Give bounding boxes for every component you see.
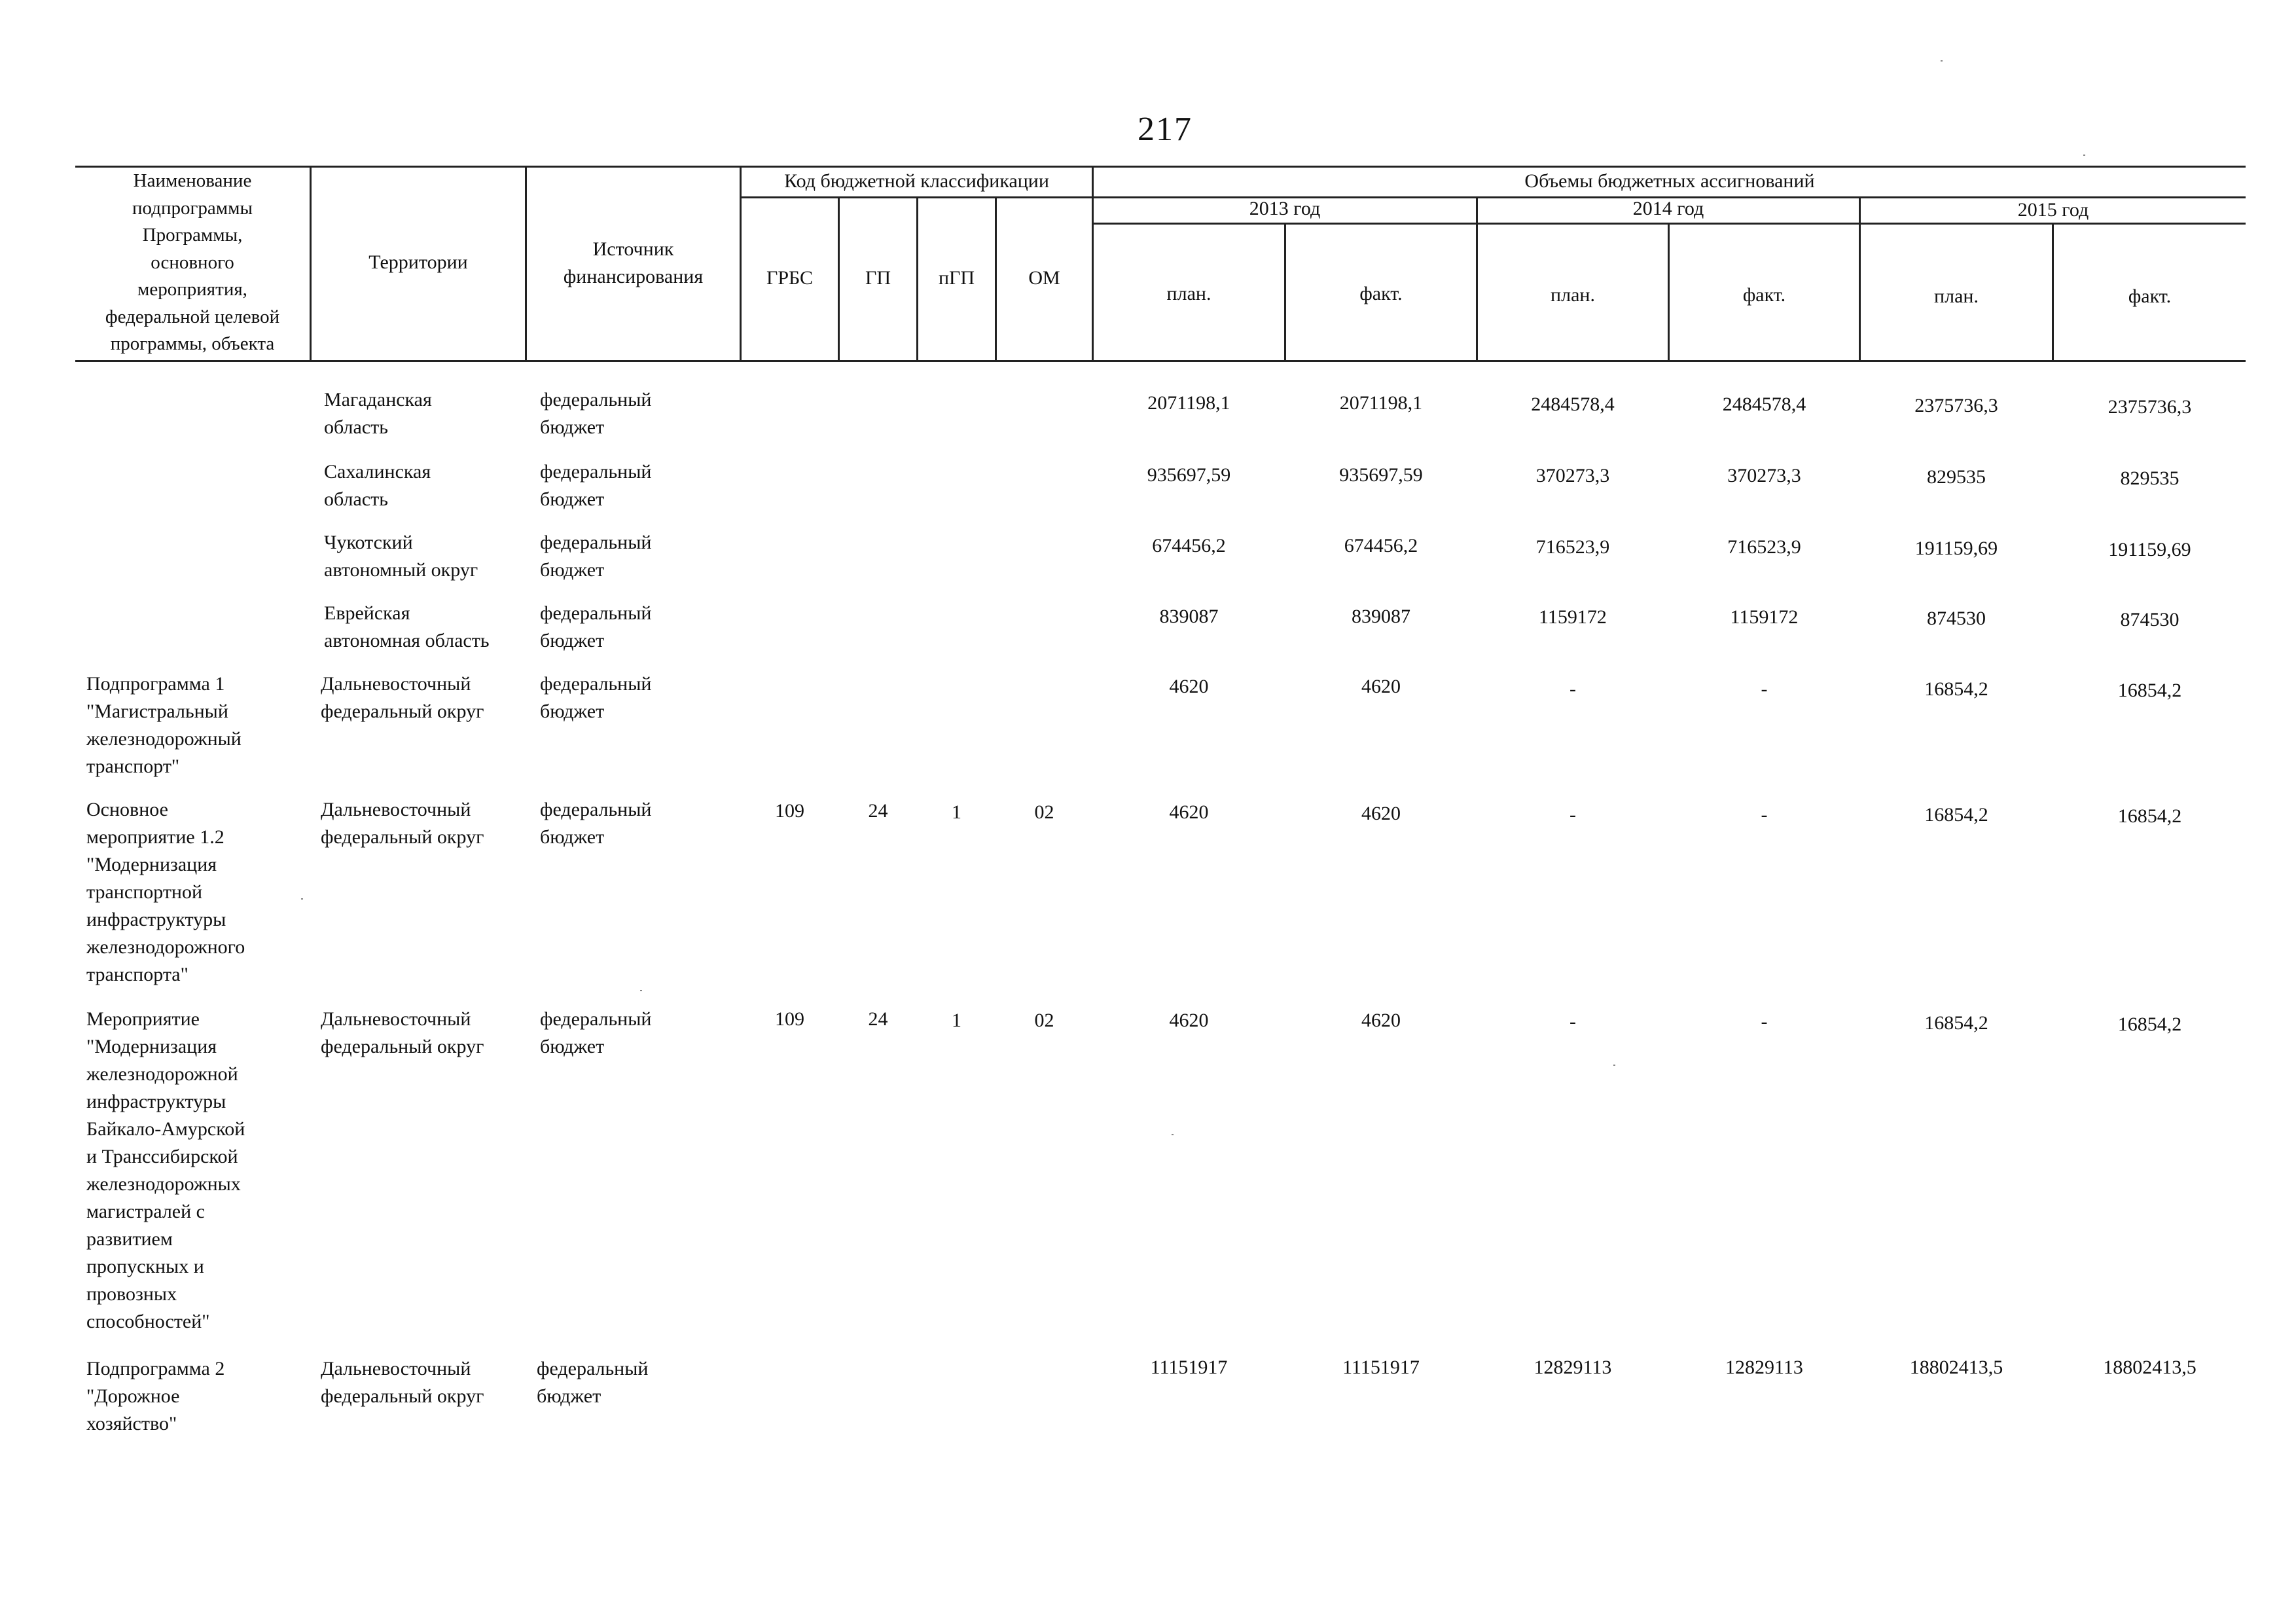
row-2014-plan: 370273,3 (1535, 465, 1610, 486)
header-2013-fact: факт. (1359, 283, 1403, 304)
row-2014-plan: 12829113 (1534, 1357, 1612, 1378)
header-gp: ГП (865, 267, 891, 289)
row-2015-fact: 191159,69 (2108, 539, 2191, 560)
header-budget-code: Код бюджетной классификации (784, 170, 1049, 192)
row-2015-plan: 874530 (1927, 608, 1986, 629)
row-om: 02 (1034, 1010, 1054, 1031)
row-2015-fact: 16854,2 (2117, 805, 2182, 827)
row-gp: 24 (868, 1008, 888, 1030)
header-grbs: ГРБС (766, 267, 814, 289)
header-bottom-border (75, 360, 2246, 362)
row-territory: Дальневосточный федеральный округ (321, 673, 484, 722)
row-2013-plan: 935697,59 (1147, 464, 1231, 486)
scan-speck (2083, 155, 2085, 156)
row-territory: Сахалинская область (324, 461, 431, 510)
row-name: Мероприятие "Модернизация железнодорожной инфраструктуры Байкало-Амурской и Транссибирской железнодорожных магистралей с развитием пропускных и провозных способностей" (86, 1008, 245, 1332)
row-2015-plan: 2375736,3 (1914, 395, 1998, 416)
row-grbs: 109 (775, 800, 804, 822)
row-2015-plan: 16854,2 (1924, 1012, 1988, 1034)
row-2014-fact: 716523,9 (1727, 536, 1801, 558)
header-2015-fact: факт. (2128, 285, 2172, 307)
row-source: федеральный бюджет (540, 799, 652, 848)
row-2013-fact: 4620 (1361, 676, 1401, 697)
row-pgp: 1 (952, 801, 961, 823)
row-2013-plan: 11151917 (1150, 1357, 1228, 1378)
scan-speck (640, 990, 642, 991)
scan-speck (1941, 60, 1943, 62)
row-2015-fact: 16854,2 (2117, 680, 2182, 701)
scan-speck (1172, 1134, 1174, 1135)
row-territory: Дальневосточный федеральный округ (321, 1008, 484, 1057)
row-source: федеральный бюджет (540, 673, 652, 722)
header-2014-fact: факт. (1742, 284, 1786, 306)
row-2013-fact: 839087 (1352, 606, 1410, 627)
row-2013-fact: 2071198,1 (1339, 392, 1423, 414)
header-2013-plan: план. (1166, 283, 1211, 304)
row-2014-fact: - (1761, 1011, 1768, 1032)
header-year-2015: 2015 год (2017, 199, 2089, 221)
row-2013-fact: 674456,2 (1344, 535, 1418, 556)
header-name: Наименование подпрограммы Программы, основного мероприятия, федеральной целевой программы, объекта (105, 170, 280, 354)
row-2014-plan: 716523,9 (1535, 536, 1610, 558)
row-2013-fact: 11151917 (1342, 1357, 1420, 1378)
header-year-2014: 2014 год (1632, 198, 1704, 219)
row-territory: Еврейская автономная область (324, 602, 490, 651)
header-source: Источник финансирования (563, 238, 704, 287)
row-2014-plan: - (1570, 804, 1576, 826)
header-pgp: пГП (938, 267, 975, 289)
row-2015-plan: 16854,2 (1924, 678, 1988, 700)
row-name: Основное мероприятие 1.2 "Модернизация транспортной инфраструктуры железнодорожного транспорта" (86, 799, 245, 985)
row-2015-fact: 18802413,5 (2103, 1357, 2197, 1378)
row-name: Подпрограмма 2 "Дорожное хозяйство" (86, 1358, 225, 1434)
scan-speck (301, 898, 303, 900)
header-volumes: Объемы бюджетных ассигнований (1524, 170, 1815, 192)
row-2014-fact: 370273,3 (1727, 465, 1801, 486)
row-2014-fact: 2484578,4 (1722, 393, 1806, 415)
row-2015-plan: 191159,69 (1914, 538, 1998, 559)
row-2013-plan: 4620 (1169, 801, 1209, 823)
row-source: федеральный бюджет (540, 1008, 652, 1057)
row-2014-plan: 2484578,4 (1531, 393, 1615, 415)
row-2014-plan: - (1570, 678, 1576, 700)
row-source: федеральный бюджет (540, 461, 652, 510)
row-pgp: 1 (952, 1010, 961, 1031)
row-source: федеральный бюджет (540, 389, 652, 438)
page-number: 217 (1138, 111, 1193, 148)
header-territory: Территории (368, 251, 468, 273)
row-2015-plan: 829535 (1927, 466, 1986, 488)
row-om: 02 (1034, 801, 1054, 823)
row-source: федеральный бюджет (537, 1358, 649, 1407)
row-2013-plan: 4620 (1169, 1010, 1209, 1031)
header-year-2013: 2013 год (1249, 198, 1321, 219)
row-2014-plan: 1159172 (1539, 606, 1607, 628)
row-2015-plan: 16854,2 (1924, 804, 1988, 826)
row-2015-fact: 2375736,3 (2108, 396, 2192, 418)
row-2013-fact: 4620 (1361, 1010, 1401, 1031)
row-2015-plan: 18802413,5 (1909, 1357, 2003, 1378)
row-source: федеральный бюджет (540, 532, 652, 581)
row-2013-plan: 2071198,1 (1147, 392, 1230, 414)
row-2015-fact: 874530 (2120, 609, 2179, 630)
row-2015-fact: 16854,2 (2117, 1013, 2182, 1035)
row-name: Подпрограмма 1 "Магистральный железнодорожный транспорт" (86, 673, 242, 777)
header-2015-plan: план. (1934, 285, 1979, 307)
row-territory: Чукотский автономный округ (324, 532, 478, 581)
row-territory: Магаданская область (324, 389, 432, 438)
row-source: федеральный бюджет (540, 602, 652, 651)
row-2014-fact: - (1761, 678, 1768, 700)
row-2014-fact: 12829113 (1725, 1357, 1803, 1378)
row-2014-fact: - (1761, 804, 1768, 826)
row-2013-plan: 839087 (1159, 606, 1219, 627)
row-territory: Дальневосточный федеральный округ (321, 1358, 484, 1407)
header-om: ОМ (1028, 267, 1060, 289)
table-header (0, 0, 2296, 393)
row-2013-plan: 674456,2 (1152, 535, 1226, 556)
row-grbs: 109 (775, 1008, 804, 1030)
row-2013-fact: 935697,59 (1339, 464, 1423, 486)
row-2014-plan: - (1570, 1011, 1576, 1032)
row-2014-fact: 1159172 (1730, 606, 1799, 628)
row-territory: Дальневосточный федеральный округ (321, 799, 484, 848)
row-gp: 24 (868, 800, 888, 822)
row-2015-fact: 829535 (2120, 467, 2179, 489)
header-2014-plan: план. (1551, 284, 1595, 306)
row-2013-plan: 4620 (1169, 676, 1209, 697)
scan-speck (1613, 1065, 1615, 1066)
row-2013-fact: 4620 (1361, 803, 1401, 824)
